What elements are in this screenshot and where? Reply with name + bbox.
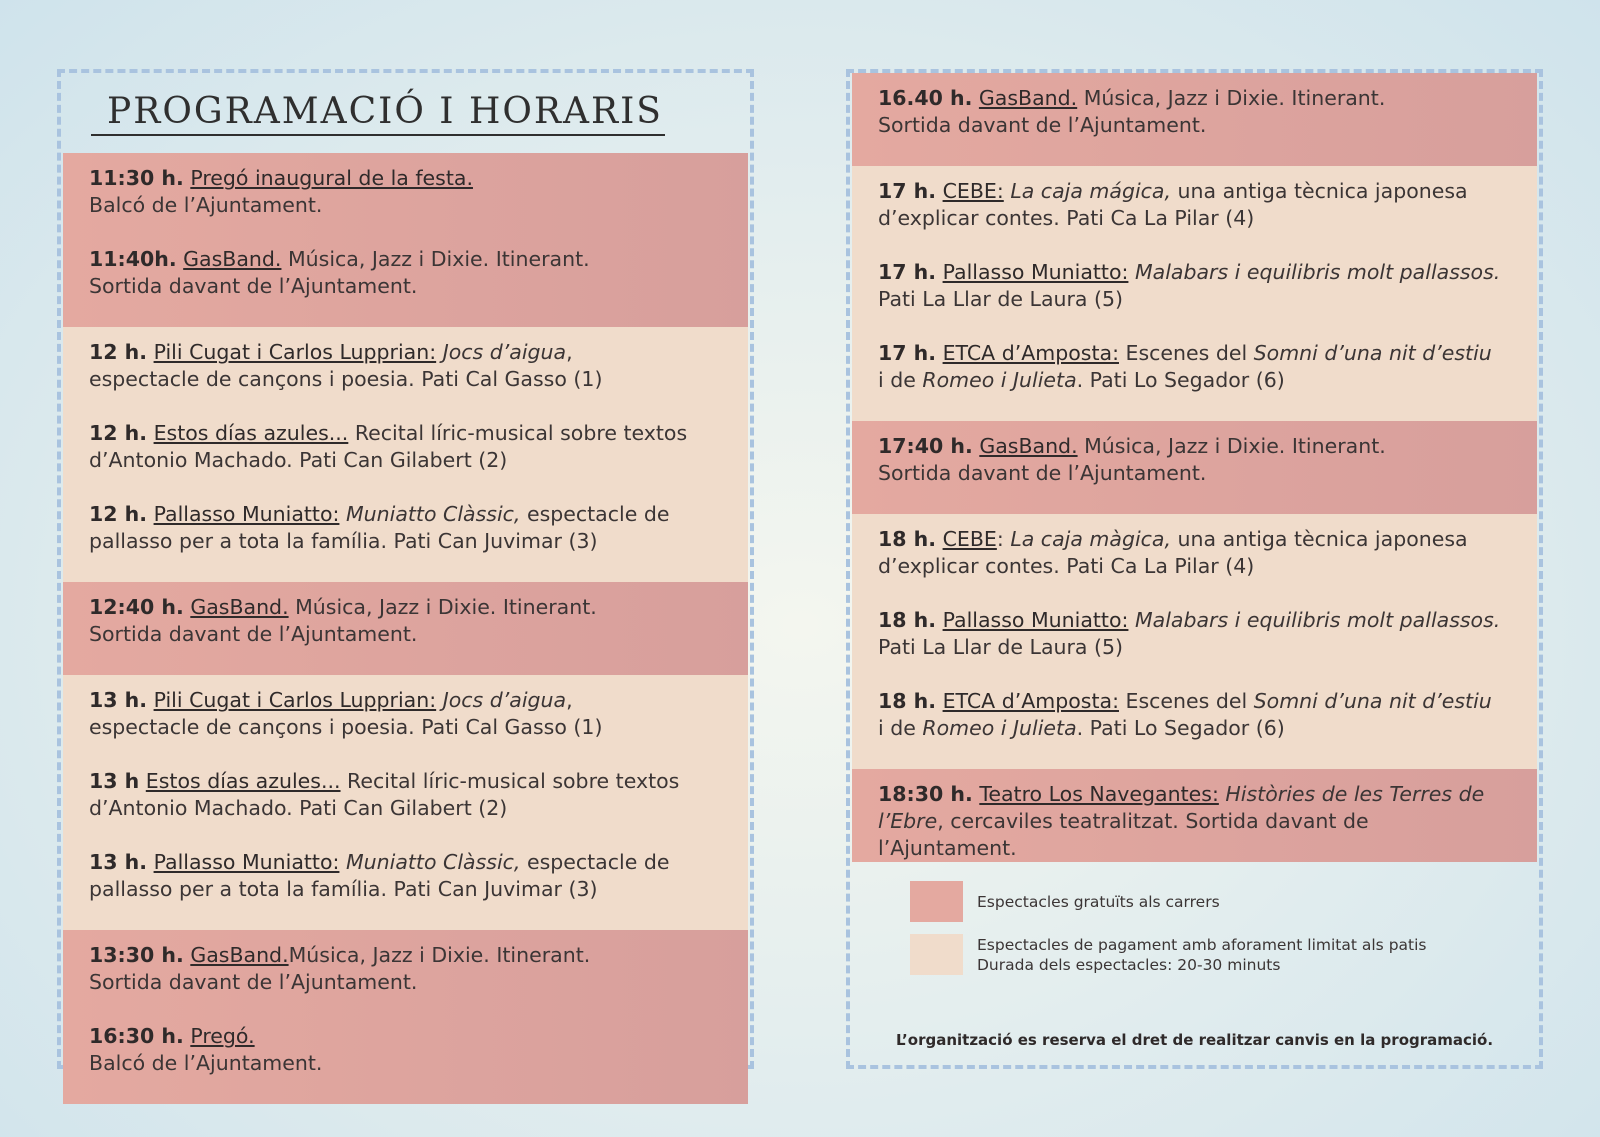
event-line (89, 876, 742, 903)
event-text: Balcó de l’Ajuntament. (89, 1051, 323, 1075)
event-work-title: l’Ebre (878, 809, 938, 833)
event-item (63, 594, 748, 675)
event-time: 12:40 h. (89, 595, 184, 619)
schedule-block-paid (852, 166, 1537, 421)
event-text: i de (878, 716, 923, 740)
event-line (878, 553, 1531, 580)
event-performer: GasBand. (183, 247, 282, 271)
event-line (878, 178, 1531, 205)
event-time: 18 h. (878, 608, 937, 632)
event-line (878, 781, 1531, 808)
event-time: 18 h. (878, 527, 937, 551)
event-text: pallasso per a tota la família. Pati Can Juvimar (3) (89, 877, 598, 901)
event-line (878, 835, 1531, 862)
event-text: Sortida davant de l’Ajuntament. (89, 622, 418, 646)
right-schedule-list (852, 73, 1537, 862)
page-title: PROGRAMACIÓ I HORARIS (91, 91, 665, 136)
event-text: , (566, 340, 573, 364)
event-text: Pati La Llar de Laura (5) (878, 287, 1124, 311)
event-item (63, 687, 748, 768)
event-line (878, 205, 1531, 232)
event-time: 18 h. (878, 689, 937, 713)
event-text: Escenes del (1118, 341, 1254, 365)
event-performer: GasBand. (190, 943, 289, 967)
event-line (878, 607, 1531, 634)
event-performer: Pili Cugat i Carlos Lupprian: (153, 688, 437, 712)
event-time: 16.40 h. (878, 86, 973, 110)
schedule-block-paid (63, 675, 748, 930)
event-line (878, 808, 1531, 835)
event-performer: CEBE (942, 527, 997, 551)
event-text: una antiga tècnica japonesa (1171, 179, 1468, 203)
event-line (878, 688, 1531, 715)
event-work-title: Jocs d’aigua (442, 340, 567, 364)
event-text: d’Antonio Machado. Pati Can Gilabert (2) (89, 796, 508, 820)
event-time: 17 h. (878, 179, 937, 203)
event-item (63, 339, 748, 420)
event-line (878, 85, 1531, 112)
event-text: Recital líric-musical sobre textos (340, 769, 680, 793)
event-line (89, 528, 742, 555)
event-line (89, 165, 742, 192)
event-text: . Pati Lo Segador (6) (1076, 716, 1285, 740)
event-text: Música, Jazz i Dixie. Itinerant. (288, 943, 591, 967)
event-item (63, 1023, 748, 1104)
event-work-title: Romeo i Julieta (922, 368, 1077, 392)
schedule-block-free (852, 73, 1537, 166)
event-item (852, 781, 1537, 862)
event-text: una antiga tècnica japonesa (1171, 527, 1468, 551)
event-text: l’Ajuntament. (878, 836, 1017, 860)
event-work-title: Muniatto Clàssic, (345, 502, 521, 526)
event-line (89, 192, 742, 219)
event-performer: CEBE: (942, 179, 1004, 203)
event-performer: Pallasso Muniatto: (153, 850, 340, 874)
schedule-block-paid (852, 514, 1537, 769)
legend-free-label: Espectacles gratuïts als carrers (977, 892, 1220, 911)
event-line (89, 687, 742, 714)
event-work-title: Romeo i Julieta (922, 716, 1077, 740)
event-line (89, 768, 742, 795)
schedule-block-free (852, 421, 1537, 514)
event-performer: GasBand. (979, 434, 1078, 458)
event-text: pallasso per a tota la família. Pati Can Juvimar (3) (89, 529, 598, 553)
event-time: 17:40 h. (878, 434, 973, 458)
event-text: Música, Jazz i Dixie. Itinerant. (1077, 86, 1386, 110)
schedule-panel-right (846, 69, 1543, 1069)
event-time: 13 h. (89, 688, 148, 712)
event-text: Música, Jazz i Dixie. Itinerant. (288, 595, 597, 619)
event-text: : (996, 527, 1011, 551)
event-line (878, 634, 1531, 661)
schedule-block-free (852, 769, 1537, 862)
event-work-title: La caja mágica, (1010, 179, 1172, 203)
event-work-title: Malabars i equilibris molt pallassos. (1134, 608, 1501, 632)
event-performer: Teatro Los Navegantes: (979, 782, 1219, 806)
event-item (852, 340, 1537, 421)
schedule-block-paid (63, 327, 748, 582)
event-item (63, 942, 748, 1023)
event-performer: Estos días azules... (153, 421, 349, 445)
event-text: espectacle de (520, 850, 670, 874)
schedule-block-free (63, 582, 748, 675)
event-text: Escenes del (1118, 689, 1254, 713)
event-time: 13 h. (89, 850, 148, 874)
event-line (89, 501, 742, 528)
event-time: 16:30 h. (89, 1024, 184, 1048)
schedule-block-free (63, 153, 748, 327)
legend-paid-text (977, 935, 1427, 975)
event-item (852, 607, 1537, 688)
event-time: 12 h. (89, 502, 148, 526)
event-text: Sortida davant de l’Ajuntament. (89, 274, 418, 298)
event-line (878, 259, 1531, 286)
event-line (89, 942, 742, 969)
event-time: 17 h. (878, 260, 937, 284)
event-performer: Estos días azules... (145, 769, 341, 793)
legend-paid (910, 934, 1427, 975)
event-item (63, 420, 748, 501)
schedule-panel-left (57, 69, 754, 1075)
event-performer: Pallasso Muniatto: (153, 502, 340, 526)
event-item (852, 688, 1537, 769)
event-line (89, 246, 742, 273)
event-work-title: La caja màgica, (1010, 527, 1172, 551)
event-performer: ETCA d’Amposta: (942, 689, 1119, 713)
event-item (63, 501, 748, 582)
event-line (89, 366, 742, 393)
event-time: 13:30 h. (89, 943, 184, 967)
event-performer: Pallasso Muniatto: (942, 260, 1129, 284)
event-line (89, 1023, 742, 1050)
event-line (89, 594, 742, 621)
event-text: Balcó de l’Ajuntament. (89, 193, 323, 217)
event-text: d’explicar contes. Pati Ca La Pilar (4) (878, 554, 1255, 578)
event-text: d’explicar contes. Pati Ca La Pilar (4) (878, 206, 1255, 230)
legend-paid-duration: Durada dels espectacles: 20-30 minuts (977, 955, 1281, 974)
legend-paid-swatch (910, 934, 963, 975)
event-performer: Pregó inaugural de la festa. (190, 166, 473, 190)
event-item (63, 246, 748, 327)
event-item (852, 259, 1537, 340)
footnote: L’organització es reserva el dret de realitzar canvis en la programació. (895, 1031, 1494, 1049)
event-line (89, 969, 742, 996)
event-text: , cercaviles teatralitzat. Sortida davant de (937, 809, 1369, 833)
event-performer: Pili Cugat i Carlos Lupprian: (153, 340, 437, 364)
event-performer: Pregó. (190, 1024, 255, 1048)
event-line (89, 795, 742, 822)
event-time: 13 h (89, 769, 140, 793)
event-work-title: Somni d’una nit d’estiu (1253, 341, 1492, 365)
event-item (63, 768, 748, 849)
left-schedule-list (63, 153, 748, 1104)
event-line (89, 621, 742, 648)
event-performer: GasBand. (978, 86, 1078, 110)
event-time: 11:40h. (89, 247, 177, 271)
event-performer: Pallasso Muniatto: (942, 608, 1129, 632)
event-time: 12 h. (89, 340, 148, 364)
event-line (89, 273, 742, 300)
event-line (878, 715, 1531, 742)
event-text: Recital líric-musical sobre textos (348, 421, 688, 445)
event-text: espectacle de cançons i poesia. Pati Cal Gasso (1) (89, 715, 603, 739)
legend-paid-label: Espectacles de pagament amb aforament limitat als patis (977, 935, 1427, 954)
event-line (89, 420, 742, 447)
event-work-title: Jocs d’aigua (442, 688, 567, 712)
event-work-title: Històries de les Terres de (1225, 782, 1485, 806)
schedule-block-free (63, 930, 748, 1104)
event-text: Sortida davant de l’Ajuntament. (878, 113, 1207, 137)
event-work-title: Malabars i equilibris molt pallassos. (1134, 260, 1501, 284)
event-line (89, 849, 742, 876)
event-item (63, 165, 748, 246)
event-text: Música, Jazz i Dixie. Itinerant. (281, 247, 590, 271)
legend-free-swatch (910, 881, 963, 922)
event-text: Pati La Llar de Laura (5) (878, 635, 1124, 659)
event-work-title: Muniatto Clàssic, (345, 850, 521, 874)
event-text: , (566, 688, 573, 712)
event-line (89, 1050, 742, 1077)
event-work-title: Somni d’una nit d’estiu (1253, 689, 1492, 713)
event-time: 18:30 h. (878, 782, 973, 806)
event-text: espectacle de cançons i poesia. Pati Cal Gasso (1) (89, 367, 603, 391)
legend-free (910, 881, 1220, 922)
event-line (878, 367, 1531, 394)
event-text: Sortida davant de l’Ajuntament. (878, 461, 1207, 485)
event-text: d’Antonio Machado. Pati Can Gilabert (2) (89, 448, 508, 472)
event-line (89, 447, 742, 474)
event-item (852, 85, 1537, 166)
event-line (89, 339, 742, 366)
event-time: 17 h. (878, 341, 937, 365)
event-time: 12 h. (89, 421, 148, 445)
event-item (852, 526, 1537, 607)
event-line (878, 526, 1531, 553)
event-line (878, 460, 1531, 487)
event-line (878, 340, 1531, 367)
event-text: i de (878, 368, 923, 392)
event-line (878, 112, 1531, 139)
event-item (63, 849, 748, 930)
event-text: Sortida davant de l’Ajuntament. (89, 970, 418, 994)
event-performer: GasBand. (190, 595, 289, 619)
event-text: Música, Jazz i Dixie. Itinerant. (1077, 434, 1386, 458)
event-item (852, 433, 1537, 514)
event-line (89, 714, 742, 741)
event-text: . Pati Lo Segador (6) (1076, 368, 1285, 392)
event-time: 11:30 h. (89, 166, 184, 190)
event-performer: ETCA d’Amposta: (942, 341, 1119, 365)
event-line (878, 433, 1531, 460)
event-line (878, 286, 1531, 313)
event-text: espectacle de (520, 502, 670, 526)
event-item (852, 178, 1537, 259)
